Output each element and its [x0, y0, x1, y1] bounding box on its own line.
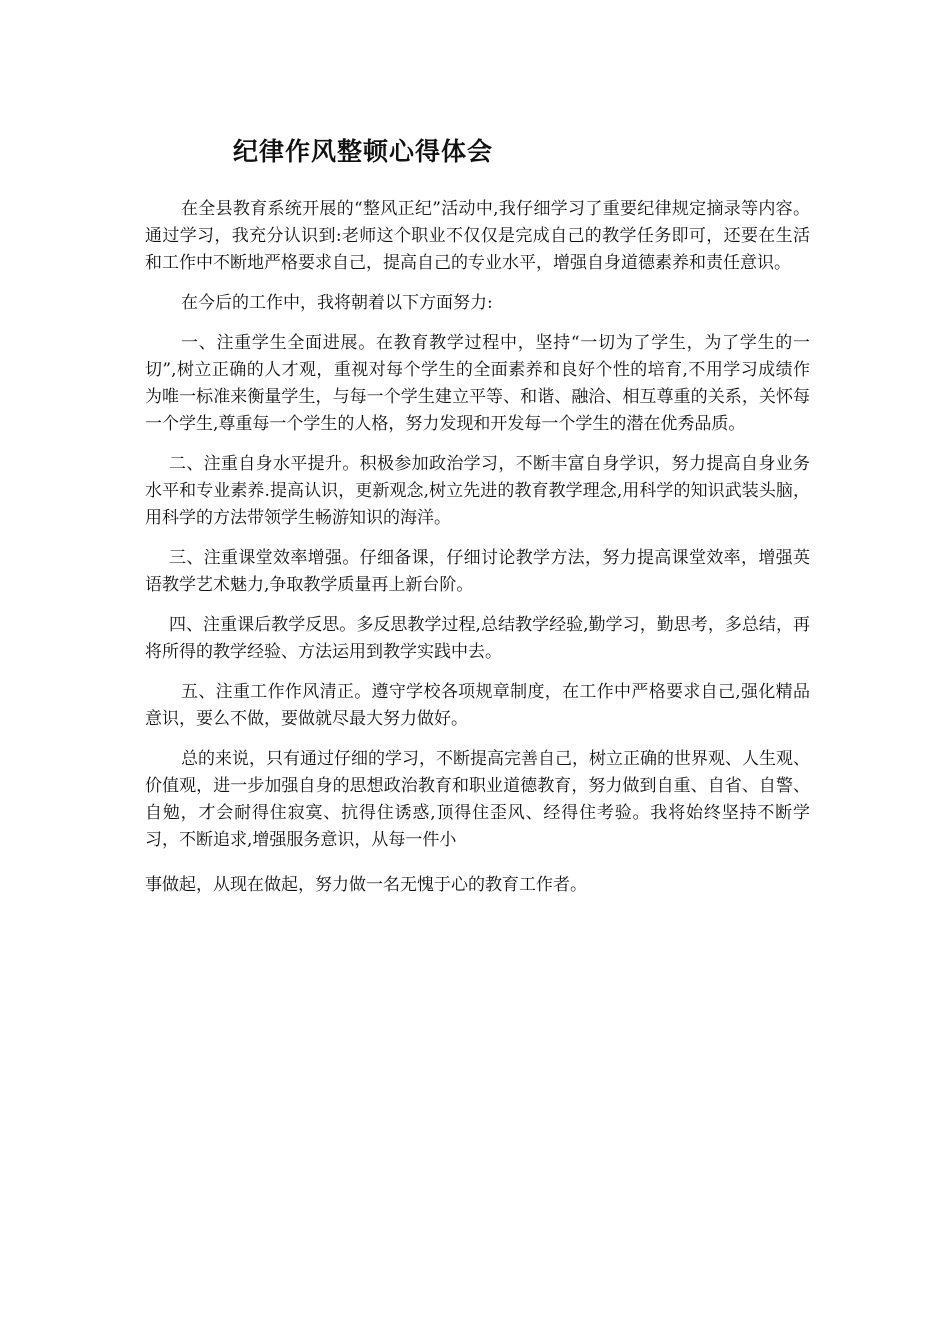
point-five-paragraph: 五、注重工作作风清正。遵守学校各项规章制度，在工作中严格要求自己,强化精品意识，要么不做，要做就尽最大努力做好。	[145, 682, 810, 729]
effort-intro-paragraph: 在今后的工作中，我将朝着以下方面努力:	[181, 293, 493, 313]
document-body	[145, 132, 810, 912]
point-three-paragraph: 三、注重课堂效率增强。仔细备课，仔细讨论教学方法，努力提高课堂效率，增强英语教学艺术魅力,争取教学质量再上新台阶。	[145, 548, 810, 595]
point-two-paragraph: 二、注重自身水平提升。积极参加政治学习，不断丰富自身学识，努力提高自身业务水平和专业素养.提高认识，更新观念,树立先进的教育教学理念,用科学的知识武装头脑，用科学的方法带领学生畅游知识的海洋。	[145, 454, 810, 528]
point-four-paragraph: 四、注重课后教学反思。多反思教学过程,总结教学经验,勤学习，勤思考，多总结，再将所得的教学经验、方法运用到教学实践中去。	[145, 615, 810, 662]
point-one-paragraph: 一、注重学生全面进展。在教育教学过程中，坚持“一切为了学生，为了学生的一切”,树立正确的人才观，重视对每个学生的全面素养和良好个性的培育,不用学习成绩作为唯一标准来衡量学生，与每一个学生建立平等、和谐、融洽、相互尊重的关系，关怀每一个学生,尊重每一个学生的人格，努力发现和开发每一个学生的潜在优秀品质。	[145, 333, 810, 434]
document-title: 纪律作风整顿心得体会	[233, 137, 494, 166]
intro-paragraph: 在全县教育系统开展的“整风正纪”活动中,我仔细学习了重要纪律规定摘录等内容。通过学习，我充分认识到:老师这个职业不仅仅是完成自己的教学任务即可，还要在生活和工作中不断地严格要求自己，提高自己的专业水平，增强自身道德素养和责任意识。	[145, 199, 810, 273]
closing-line: 事做起，从现在做起，努力做一名无愧于心的教育工作者。	[145, 875, 587, 895]
summary-paragraph: 总的来说，只有通过仔细的学习，不断提高完善自己，树立正确的世界观、人生观、价值观，进一步加强自身的思想政治教育和职业道德教育，努力做到自重、自省、自警、自勉，才会耐得住寂寞、抗得住诱惑,顶得住歪风、经得住考验。我将始终坚持不断学习，不断追求,增强服务意识，从每一件小	[145, 749, 810, 850]
